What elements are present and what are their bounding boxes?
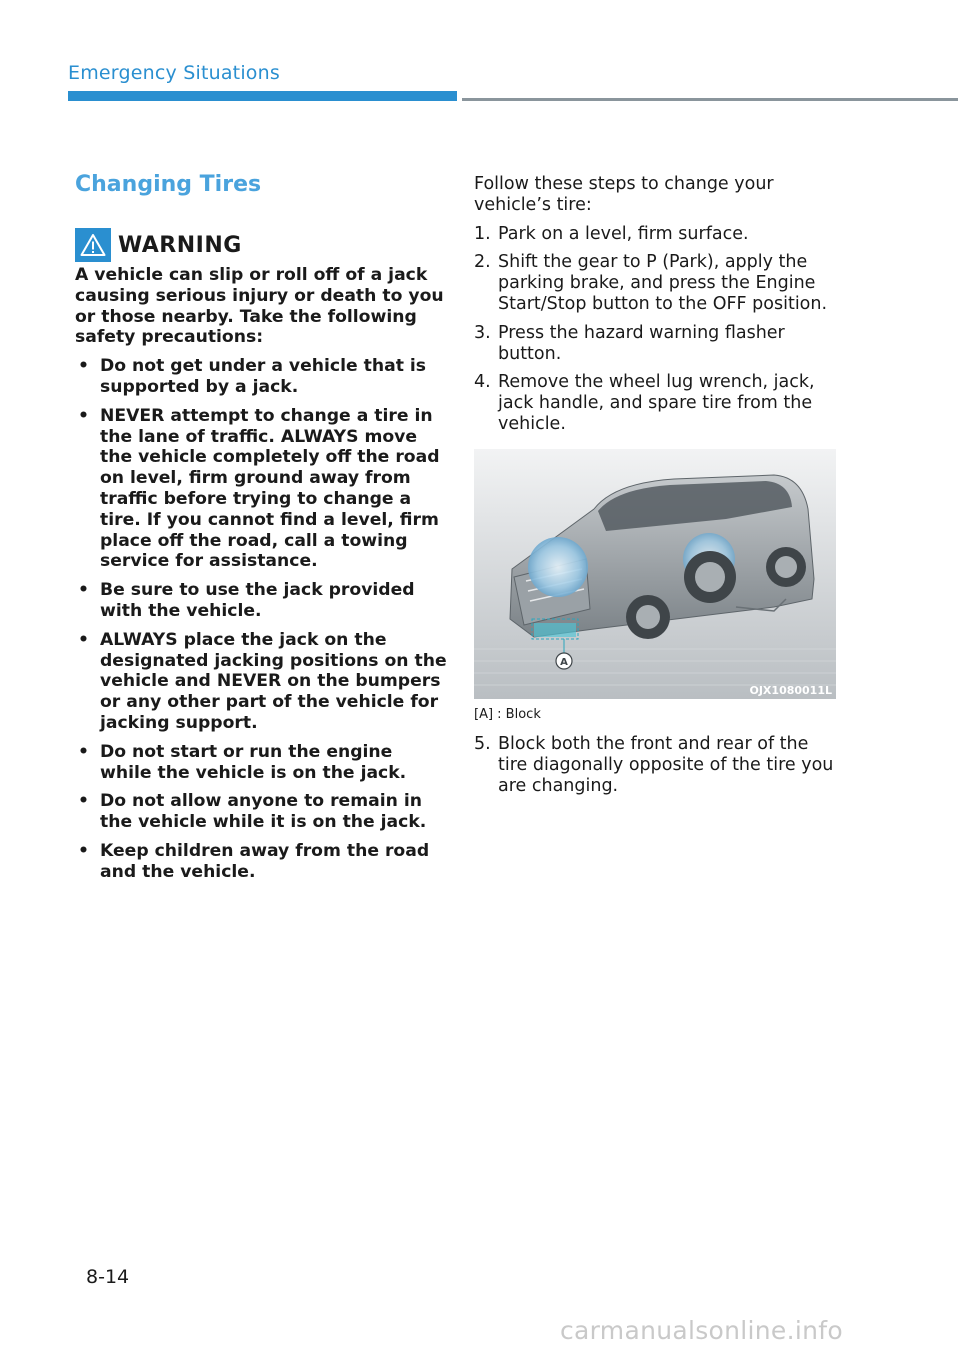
- header-rule: [462, 98, 958, 101]
- warning-item-text: NEVER attempt to change a tire in the lane of traffic. ALWAYS move the vehicle completely off the road on level, firm ground away from traffic before trying to change a tire. If you cannot find a level, firm place off the road, call a towing service for assistance.: [100, 405, 440, 572]
- step-item: [474, 323, 840, 365]
- warning-item: [75, 356, 447, 398]
- page-number: 8-14: [86, 1266, 130, 1288]
- bullet: •: [78, 840, 89, 861]
- header-rule-accent: [68, 91, 457, 101]
- step-text: Shift the gear to P (Park), apply the parking brake, and press the Engine Start/Stop button to the OFF position.: [498, 252, 828, 314]
- page-title: Changing Tires: [75, 172, 262, 197]
- bullet: •: [78, 405, 89, 426]
- figure-caption: [A] : Block: [474, 707, 541, 722]
- step-item: [474, 224, 840, 245]
- step-number: 5.: [474, 734, 491, 754]
- steps-list: [474, 224, 840, 435]
- step-number: 2.: [474, 252, 491, 273]
- steps-list-continued: [474, 734, 840, 796]
- warning-item-text: Be sure to use the jack provided with the vehicle.: [100, 580, 415, 621]
- figure-code: OJX1080011L: [749, 684, 832, 697]
- warning-triangle-icon: [75, 228, 111, 262]
- warning-item: [75, 791, 447, 833]
- warning-intro: A vehicle can slip or roll off of a jack causing serious injury or death to you or those nearby. Take the following safety precautions:: [75, 265, 444, 348]
- step-text: Block both the front and rear of the tire diagonally opposite of the tire you are changing.: [498, 734, 834, 796]
- bullet: •: [78, 741, 89, 762]
- warning-list: [75, 356, 447, 882]
- warning-label: WARNING: [118, 232, 242, 258]
- step-item: [474, 372, 840, 434]
- warning-item-text: Do not start or run the engine while the vehicle is on the jack.: [100, 741, 407, 783]
- warning-item-text: Keep children away from the road and the vehicle.: [100, 840, 430, 882]
- step-text: Park on a level, firm surface.: [498, 223, 749, 244]
- warning-box: [75, 265, 447, 891]
- warning-item: [75, 406, 447, 572]
- step-number: 4.: [474, 372, 491, 393]
- bullet: •: [78, 629, 89, 650]
- warning-item: [75, 630, 447, 734]
- warning-item: [75, 742, 447, 784]
- suv-illustration: [474, 449, 836, 699]
- bullet: •: [78, 580, 89, 601]
- step-number: 1.: [474, 223, 491, 244]
- warning-item-text: ALWAYS place the jack on the designated jacking positions on the vehicle and NEVER on the bumpers or any other part of the vehicle for jacking support.: [100, 629, 447, 733]
- steps-column: [474, 174, 840, 443]
- step-text: Remove the wheel lug wrench, jack, jack handle, and spare tire from the vehicle.: [498, 372, 815, 434]
- warning-heading: [75, 227, 242, 263]
- warning-item: [75, 580, 447, 622]
- bullet: •: [78, 356, 89, 377]
- vehicle-jacking-illustration: [474, 449, 836, 699]
- warning-item: [75, 841, 447, 883]
- step-item: [474, 734, 840, 796]
- warning-item-text: Do not get under a vehicle that is supported by a jack.: [100, 356, 427, 397]
- watermark: carmanualsonline.info: [560, 1316, 843, 1345]
- warning-item-text: Do not allow anyone to remain in the vehicle while it is on the jack.: [100, 791, 427, 833]
- step-number: 3.: [474, 322, 491, 343]
- figure-marker: A: [560, 657, 568, 668]
- bullet: •: [78, 791, 89, 812]
- step-text: Press the hazard warning flasher button.: [498, 322, 785, 364]
- section-header: Emergency Situations: [68, 62, 280, 84]
- steps-intro: Follow these steps to change your vehicle’s tire:: [474, 174, 774, 215]
- step-item: [474, 252, 840, 314]
